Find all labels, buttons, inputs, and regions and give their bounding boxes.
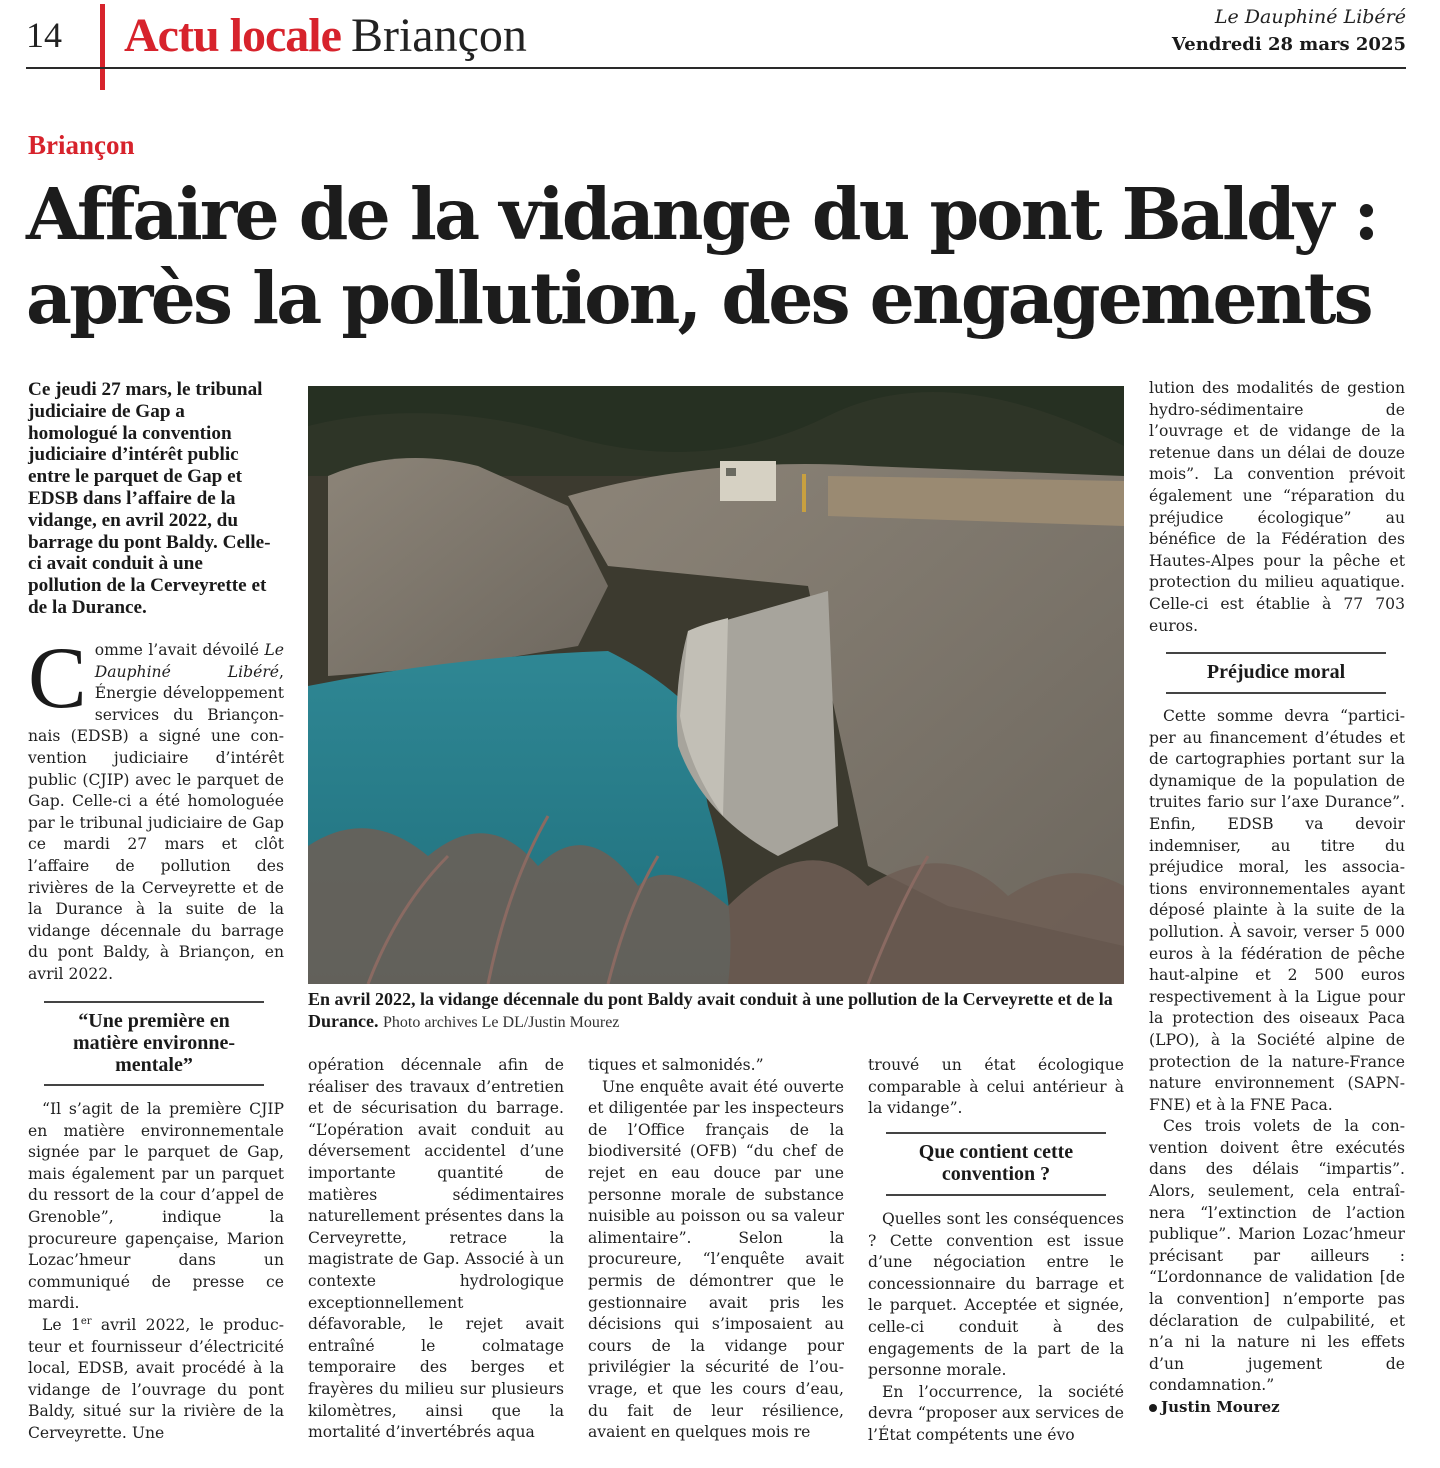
dam-photo xyxy=(308,386,1124,984)
col5-paragraph-2: Ces trois volets de la convention doivent être exécutés dans des délais “impartis”. Alors, seulement, cela entraînera “l’extinction de l’action publique”. Marion Lozac’hmeur précisant par ailleurs : “L’ordonnance de validation [de la convention] n’emporte pas déclaration de culpabilité, et n’a ni la nature ni les effets d’un jugement de condamnation.” xyxy=(1149,1117,1405,1395)
column-3-body xyxy=(588,1055,844,1444)
column-2-body xyxy=(308,1055,564,1444)
ordinal-superscript: er xyxy=(80,1315,92,1327)
header-rule xyxy=(26,67,1406,69)
subhead-text: Préjudice moral xyxy=(1206,661,1346,683)
newspaper-name: Le Dauphiné Libéré xyxy=(1214,6,1406,28)
column-4-body xyxy=(868,1209,1124,1447)
col4-first-paragraph: trouvé un état écologique comparable à celui antérieur à la vidange”. xyxy=(868,1056,1124,1118)
column-4-top xyxy=(868,1055,1124,1120)
intro-text-rest: , Énergie développement services du Briançonnais (EDSB) a signé une convention judiciaire d’intérêt public (CJIP) avec le parquet de Gap. Celle-ci a été homologuée par le tribunal judiciaire de Gap ce mardi 27 mars et clôt l’affaire de pollution des rivières de la Cerveyrette et de la Durance à la suite de la vidange décennale du barrage du pont Baldy, à Briançon, en avril 2022. xyxy=(28,662,284,983)
col4-paragraph-2: En l’occurrence, la société devra “proposer aux services de l’État compétents une évo xyxy=(868,1382,1124,1444)
column-5-body xyxy=(1149,706,1405,1419)
photo-caption xyxy=(308,988,1128,1034)
article-headline xyxy=(26,172,1426,340)
section-divider-bar xyxy=(100,4,105,90)
quote-paragraph: “Il s’agit de la première CJIP en matière environnementale signée par le parquet de Gap, mais également par un parquet du ressort de la cour d’appel de Grenoble”, indique la procureure gapençaise, Marion Lozac’hmeur dans un communiqué de presse ce mardi. xyxy=(28,1100,284,1313)
subhead-convention xyxy=(886,1132,1106,1196)
subhead-rule-bottom xyxy=(886,1194,1106,1196)
intro-paragraph xyxy=(28,630,284,986)
subhead-text: “Une première en matière environnementale” xyxy=(72,1010,235,1076)
photo-credit: Photo archives Le DL/Justin Mourez xyxy=(383,1014,620,1031)
avril-paragraph xyxy=(28,1315,284,1445)
subhead-prejudice xyxy=(1166,652,1386,694)
subhead-premiere xyxy=(44,1001,264,1086)
section-name: Actu locale xyxy=(124,9,341,62)
headline-line-2: après la pollution, des engagements xyxy=(26,256,1371,340)
issue-date: Vendredi 28 mars 2025 xyxy=(1171,34,1406,55)
col5-paragraph-1: Cette somme devra “participer au financement d’études et de cartographies portant sur la dynamique de la population de truites fario sur l’axe Durance”. Enfin, EDSB va devoir indemniser, au titre du préjudice moral, les associations environnementales ayant déposé plainte à la suite de la pollution. À savoir, verser 5 000 euros à la fédération de pêche haut-alpine et 2 500 euros respectivement à la Ligue pour la protection des oiseaux Paca (LPO), à la Société alpine de protection de la nature-France nature environnement (SAPN-FNE) et à la FNE Paca. xyxy=(1149,707,1405,1114)
pont-baldy-dam-image xyxy=(308,386,1124,984)
column-5-top xyxy=(1149,378,1405,637)
byline xyxy=(1149,1397,1405,1419)
intro-text-start: omme l’avait dévoilé xyxy=(94,641,265,659)
column-1-body xyxy=(28,1099,284,1445)
avril-text-start: Le 1 xyxy=(42,1315,81,1334)
subhead-rule-bottom xyxy=(44,1084,264,1086)
bullet-icon xyxy=(1149,1404,1157,1412)
caption-text: En avril 2022, la vidange décennale du pont Baldy avait conduit à une pollution de la Cerveyrette et de la Durance. xyxy=(308,989,1113,1031)
author-name: Justin Mourez xyxy=(1161,1398,1280,1416)
col4-paragraph-1: Quelles sont les conséquences ? Cette convention est issue d’une négociation entre le concessionnaire du barrage et le parquet. Acceptée et signée, celle-ci conduit à des engagements de la part de la personne morale. xyxy=(868,1210,1124,1380)
col2-paragraph: opération décennale afin de réaliser des travaux d’entretien et de sécurisation du barrage. “L’opération avait conduit au déversement accidentel d’une importante quantité de matières sédimentaires naturellement présentes dans la Cerveyrette, retrace la magistrate de Gap. Associé à un contexte hydrologique exceptionnellement défavorable, le rejet avait entraîné le colmatage temporaire des berges et frayères du milieu sur plusieurs kilomètres, ainsi que la mortalité d’invertébrés aqua xyxy=(308,1056,564,1442)
col5-first-paragraph: lution des modalités de gestion hydro-sédimentaire de l’ouvrage et de vidange de la retenue dans un délai de douze mois”. La convention prévoit également une “réparation du préjudice écologique” au bénéfice de la Fédération des Hautes-Alpes pour la pêche et protection du milieu aquatique. Celle-ci est établie à 77 703 euros. xyxy=(1149,379,1405,635)
headline-line-1: Affaire de la vidange du pont Baldy : xyxy=(26,172,1377,256)
subhead-text: Que contient cette convention ? xyxy=(918,1141,1074,1185)
avril-text-rest: avril 2022, le producteur et fournisseur d’électricité local, EDSB, avait procédé à la vidange de l’ouvrage du pont Baldy, situé sur la rivière de la Cerveyrette. Une xyxy=(28,1315,284,1442)
page-number: 14 xyxy=(26,15,62,55)
section-rubric xyxy=(124,6,527,66)
article-kicker: Briançon xyxy=(28,130,135,160)
section-city: Briançon xyxy=(350,9,527,62)
subhead-rule-bottom xyxy=(1166,692,1386,694)
article-lead: Ce jeudi 27 mars, le tribunal judiciaire de Gap a homologué la convention judiciaire d’intérêt public entre le parquet de Gap et EDSB dans l’affaire de la vidange, en avril 2022, du barrage du pont Baldy. Celle-ci avait conduit à une pollution de la Cerveyrette et de la Durance. xyxy=(28,379,271,618)
newspaper-mention: Le Dauphiné Libéré xyxy=(94,641,284,681)
col3-paragraph: Une enquête avait été ouverte et diligentée par les inspecteurs de l’Office français de la biodiversité (OFB) “du chef de rejet en eau douce par une personne morale de substance nuisible au poisson ou sa valeur alimentaire”. Selon la procureure, “l’enquête avait permis de démontrer que le gestionnaire avait pris les décisions qui s’imposaient au cours de la vidange pour privilégier la sécurité de l’ouvrage, et que les cours d’eau, du fait de leur résilience, avaient en quelques mois re xyxy=(588,1077,844,1442)
drop-cap: C xyxy=(28,630,87,727)
col3-first-line: tiques et salmonidés.” xyxy=(588,1056,764,1074)
